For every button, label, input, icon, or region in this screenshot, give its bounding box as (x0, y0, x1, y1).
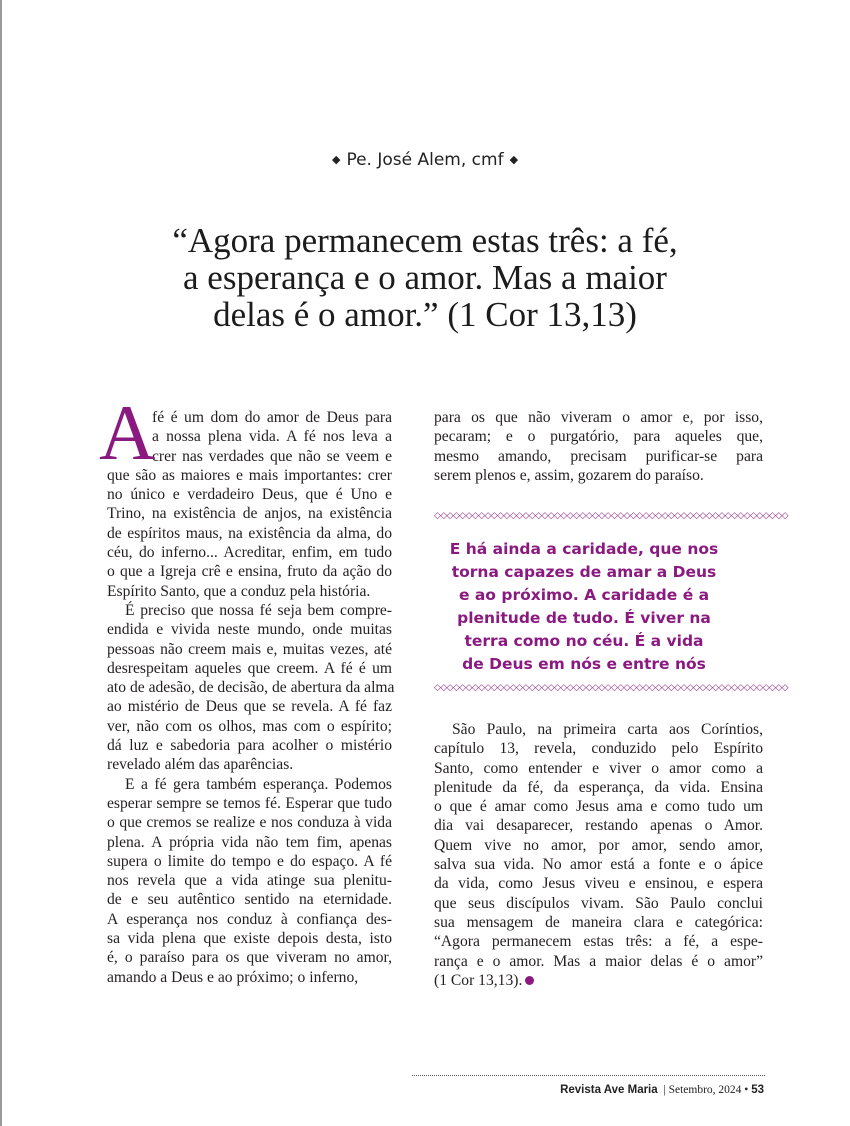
text-line: São Paulo, na primeira carta aos Coríntios, (452, 721, 763, 738)
title-line: delas é o amor.” (1 Cor 13,13) (213, 295, 637, 334)
pull-quote-line: plenitude de tudo. É viver na (457, 609, 711, 627)
text-line: ato de adesão, de decisão, de abertura da alma (107, 679, 395, 697)
text-line: supera o limite do tempo e do espaço. A fé (107, 852, 392, 870)
text-line: Trino, na existência de anjos, na existência (107, 505, 392, 523)
ornament-divider: ◇◇◇◇◇◇◇◇◇◇◇◇◇◇◇◇◇◇◇◇◇◇◇◇◇◇◇◇◇◇◇◇◇◇◇◇◇◇◇◇◇◇◇◇◇◇◇◇◇◇◇◇◇◇◇◇ (434, 511, 788, 521)
text-line: da vida, como Jesus viveu e ensinou, e espera (434, 875, 763, 893)
magazine-name: Revista Ave Maria (560, 1084, 658, 1096)
text-line: é, o paraíso para os que viveram no amor, (107, 949, 392, 967)
footer-separator: | (663, 1084, 666, 1096)
pull-quote-line: terra como no céu. É a vida (464, 632, 704, 650)
text-line: no único e verdadeiro Deus, que é Uno e (107, 486, 392, 504)
text-line: desrespeitam aqueles que creem. A fé é um (107, 659, 392, 677)
text-line: crer nas verdades que não se veem e (152, 447, 392, 465)
diamond-icon: ◆ (509, 153, 519, 166)
page-number: 53 (751, 1084, 764, 1096)
diamond-icon: ◆ (331, 153, 341, 166)
footer-rule (412, 1075, 765, 1076)
text-line: o que a Igreja crê e ensina, fruto da ação do (107, 563, 392, 581)
text-line: dá luz e sabedoria para acolher o mistério (107, 737, 392, 755)
title-line: a esperança e o amor. Mas a maior (183, 258, 667, 297)
pull-quote-line: de Deus em nós e entre nós (462, 655, 706, 673)
text-line: o que é amar como Jesus ama e como tudo um (434, 798, 763, 816)
text-line: É preciso que nossa fé seja bem compre- (125, 601, 392, 619)
pull-quote (434, 538, 734, 676)
pull-quote-line: torna capazes de amar a Deus (451, 563, 717, 581)
text-line: nos revela que a vida atinge sua plenitu- (107, 872, 392, 890)
text-line: ao mistério de Deus que se revela. A fé faz (107, 698, 392, 716)
author-name: Pe. José Alem, cmf (346, 150, 504, 170)
article-title (0, 222, 850, 333)
text-line: de e seu autêntico sentido na eternidade. (107, 891, 392, 909)
text-line: (1 Cor 13,13). (434, 971, 763, 990)
text-line: que são as maiores e mais importantes: crer (107, 466, 392, 484)
text-line: revelado além das aparências. (107, 756, 294, 774)
author-line (0, 150, 850, 170)
pull-quote-line: E há ainda a caridade, que nos (449, 540, 719, 558)
text-line: Espírito Santo, que a conduz pela história. (107, 582, 371, 600)
text-line: sua mensagem de maneira clara e categórica: (434, 913, 763, 931)
issue-date: Setembro, 2024 (668, 1084, 742, 1096)
text-line: plena. A própria vida não tem fim, apenas (107, 833, 392, 851)
text-line: pecaram; e o purgatório, para aqueles que, (434, 428, 763, 446)
footer (560, 1084, 764, 1096)
text-line: o que cremos se realize e nos conduza à vida (107, 814, 392, 832)
footer-bullet: • (744, 1084, 749, 1096)
right-column-top (434, 408, 763, 485)
text-line: sa vida plena que existe depois desta, isto (107, 930, 392, 948)
text-line: serem plenos e, assim, gozarem do paraíso. (434, 466, 704, 484)
text-line: ver, não com os olhos, mas com o espírito; (107, 717, 392, 735)
text-line: pessoas não creem mais e, muitas vezes, até (107, 640, 392, 658)
text-line: E a fé gera também esperança. Podemos (125, 775, 392, 793)
text-line: fé é um dom do amor de Deus para (152, 409, 392, 426)
pull-quote-line: e ao próximo. A caridade é a (458, 586, 710, 604)
text-line: salva sua vida. No amor está a fonte e o ápice (434, 856, 763, 874)
text-line: dia vai desaparecer, restando apenas o Amor. (434, 817, 763, 835)
drop-cap: A (99, 389, 156, 476)
text-line: capítulo 13, revela, conduzido pelo Espírito (434, 740, 763, 758)
text-line: amando a Deus e ao próximo; o inferno, (107, 968, 359, 986)
text-line: mesmo amando, precisam purificar-se para (434, 447, 763, 465)
left-column (99, 389, 395, 987)
text-line: endida e vivida neste mundo, onde muitas (107, 621, 392, 639)
text-line: A esperança nos conduz à confiança des- (107, 910, 392, 928)
text-line: de espíritos maus, na existência da alma, do (107, 524, 392, 542)
ornament-divider: ◇◇◇◇◇◇◇◇◇◇◇◇◇◇◇◇◇◇◇◇◇◇◇◇◇◇◇◇◇◇◇◇◇◇◇◇◇◇◇◇◇◇◇◇◇◇◇◇◇◇◇◇◇◇◇◇ (434, 683, 788, 693)
end-mark-icon (525, 976, 534, 985)
text-line: rança e o amor. Mas a maior delas é o amor” (434, 952, 763, 970)
text-line: que seus discípulos vivam. São Paulo conclui (434, 894, 763, 912)
text-line: para os que não viveram o amor e, por isso, (434, 409, 763, 426)
right-column-bottom (434, 720, 763, 990)
title-line: “Agora permanecem estas três: a fé, (172, 221, 678, 260)
text-line: Santo, como entender e viver o amor como a (434, 759, 763, 777)
text-line: a nossa plena vida. A fé nos leva a (152, 428, 392, 446)
text-line: esperar sempre se temos fé. Esperar que tudo (107, 794, 392, 812)
text-line: plenitude da fé, da esperança, da vida. Ensina (434, 778, 763, 796)
text-line: Quem vive no amor, por amor, sendo amor, (434, 836, 763, 854)
text-line: “Agora permanecem estas três: a fé, a espe- (434, 933, 763, 951)
text-line: céu, do inferno... Acreditar, enfim, em tudo (107, 544, 392, 562)
